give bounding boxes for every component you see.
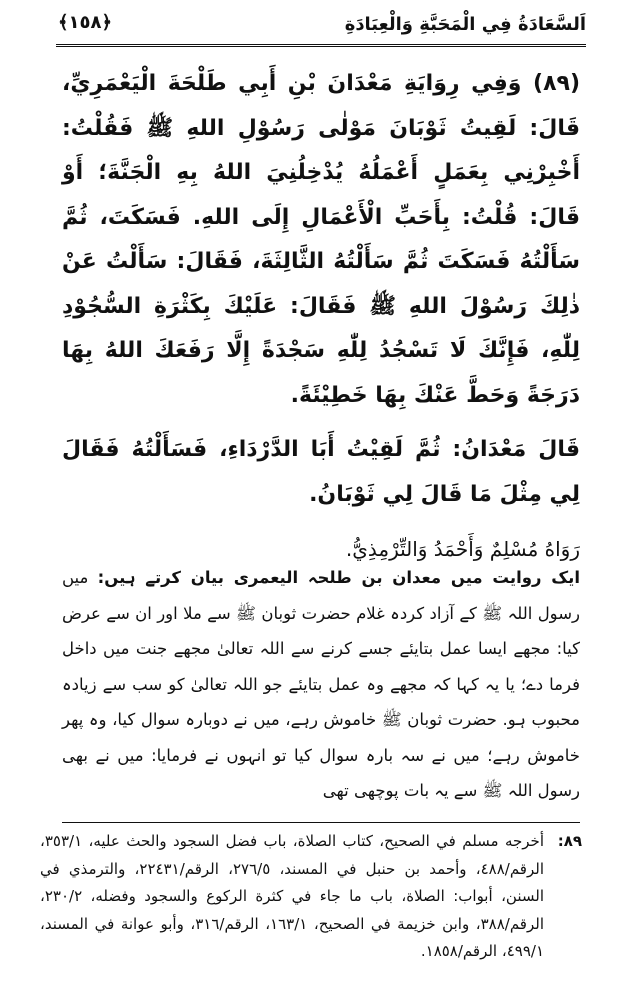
hadith-number: (٨٩) [533, 71, 581, 96]
header-divider [56, 44, 586, 47]
running-title: اَلسَّعَادَةُ فِي الْمَحَبَّةِ وَالْعِبَادَةِ [344, 14, 586, 35]
hadith-arabic-text-2: قَالَ مَعْدَانُ: ثُمَّ لَقِيْتُ أَبَا الدَّرْدَاءِ، فَسَأَلْتُهُ فَقَالَ لِي مِثْلَ مَا قَالَ لِي ثَوْبَانُ. [62, 437, 580, 507]
hadith-paragraph-1 [62, 62, 580, 418]
page-number: ﴿١٥٨﴾ [58, 12, 113, 33]
hadith-paragraph-2 [62, 428, 580, 517]
footnote-divider [62, 822, 580, 823]
translation-lead: ایک روایت میں معدان بن طلحہ الیعمری بیان کرتے ہیں: [97, 568, 580, 587]
hadith-arabic-block [62, 62, 580, 582]
hadith-source: رَوَاهُ مُسْلِمٌ وَأَحْمَدُ وَالتِّرْمِذِيُّ. [345, 537, 580, 561]
hadith-arabic-text: وَفِي رِوَايَةِ مَعْدَانَ بْنِ أَبِي طَلْحَةَ الْيَعْمَرِيِّ، قَالَ: لَقِيتُ ثَوْبَانَ مَوْلٰى رَسُوْلِ اللهِ ﷺ فَقُلْتُ: أَخْبِرْنِي بِعَمَلٍ أَعْمَلُهُ يُدْخِلُنِيَ اللهُ بِهِ الْجَنَّةَ؛ أَوْ قَالَ: قُلْتُ: بِأَحَبِّ الْأَعْمَالِ إِلَى اللهِ. فَسَكَتَ، ثُمَّ سَأَلْتُهُ فَسَكَتَ ثُمَّ سَأَلْتُهُ الثَّالِثَةَ، فَقَالَ: سَأَلْتُ عَنْ ذٰلِكَ رَسُوْلَ اللهِ ﷺ فَقَالَ: عَلَيْكَ بِكَثْرَةِ السُّجُوْدِ لِلّٰهِ، فَإِنَّكَ لَا تَسْجُدُ لِلّٰهِ سَجْدَةً إِلَّا رَفَعَكَ اللهُ بِهَا دَرَجَةً وَحَطَّ عَنْكَ بِهَا خَطِيْئَةً. [62, 71, 580, 408]
footnote-block [40, 828, 582, 966]
page-header [56, 6, 586, 46]
translation-body: میں رسول اللہ ﷺ کے آزاد کردہ غلام حضرت ثوبان ﷺ سے ملا اور ان سے عرض کیا: مجھے ایسا عمل بتایئے جسے کرنے سے اللہ تعالیٰ مجھے جنت میں داخل فرما دے؛ یا یہ کہا کہ مجھے وہ عمل بتایئے جو اللہ تعالیٰ کو سب سے زیادہ محبوب ہو. حضرت ثوبان ﷺ خاموش رہے، میں نے دوبارہ سوال کیا، وہ پھر خاموش رہے؛ میں نے سہ بارہ سوال کیا تو انہوں نے فرمایا: میں نے بھی رسول اللہ ﷺ سے یہ بات پوچھی تھی [62, 568, 580, 800]
footnote-number: ٨٩: [557, 832, 582, 850]
footnote-text: أخرجه مسلم في الصحيح، كتاب الصلاة، باب فضل السجود والحث عليه، ٣٥٣/١، الرقم/٤٨٨، وأحمد بن حنبل في المسند، ٢٧٦/٥، الرقم/٢٢٤٣١، والترمذي في السنن، أبواب: الصلاة، باب ما جاء في كثرة الركوع والسجود وفضله، ٢٣٠/٢، الرقم/٣٨٨، وابن خزيمة في الصحيح، ١٦٣/١، الرقم/٣١٦، وأبو عوانة في المسند، ٤٩٩/١، الرقم/١٨٥٨. [40, 832, 544, 960]
urdu-translation-block [62, 560, 580, 809]
